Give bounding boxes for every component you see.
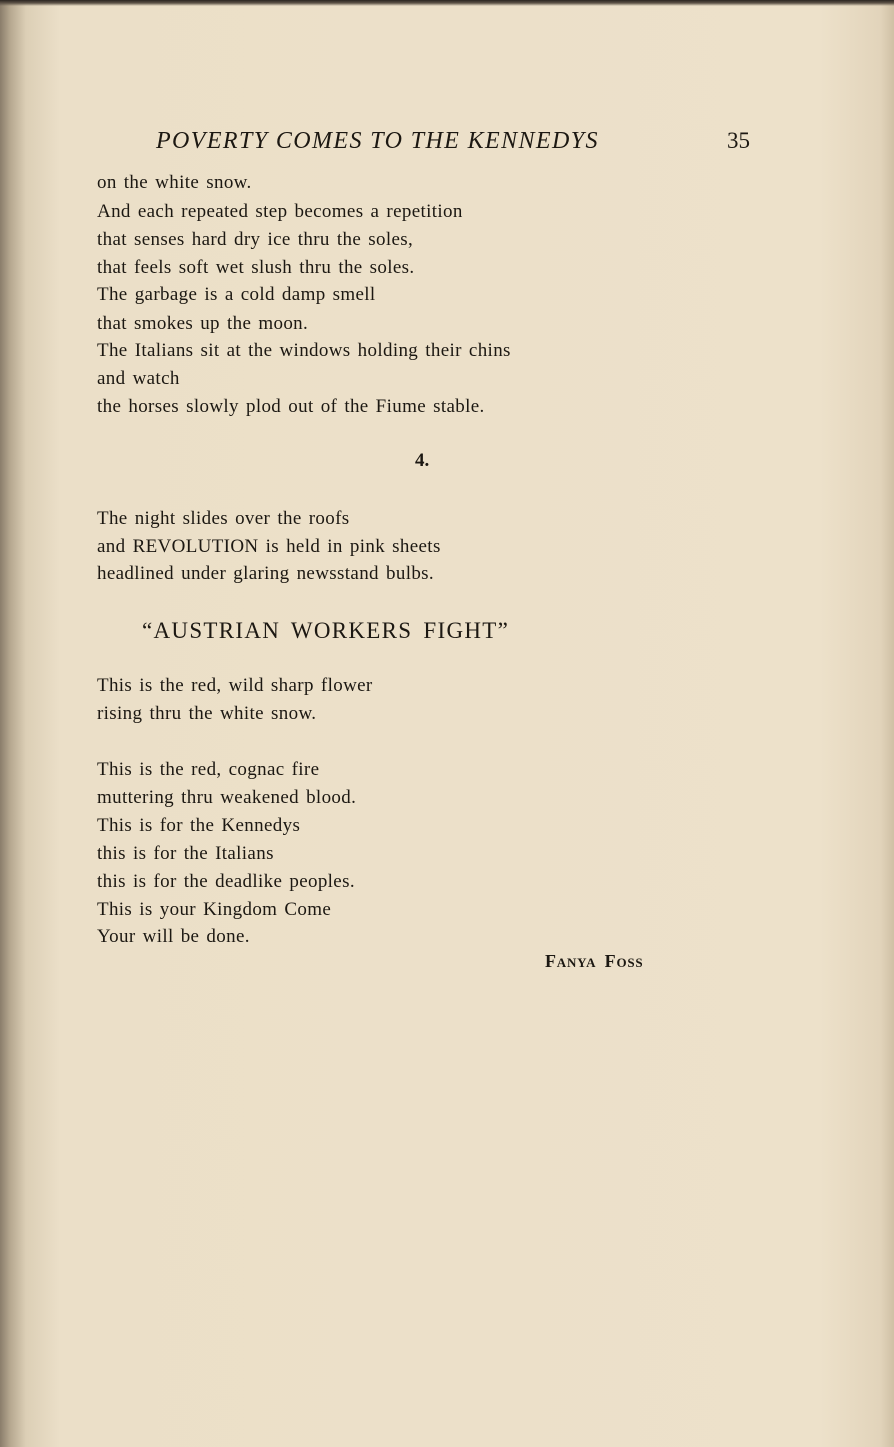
poem-line: rising thru the white snow. bbox=[97, 703, 317, 724]
page-top-edge bbox=[0, 0, 894, 6]
poem-line: And each repeated step becomes a repetition bbox=[97, 201, 463, 222]
poem-line: the horses slowly plod out of the Fiume stable. bbox=[97, 396, 485, 417]
poem-line: headlined under glaring newsstand bulbs. bbox=[97, 563, 435, 584]
section-number: 4. bbox=[415, 450, 430, 471]
running-head bbox=[0, 128, 894, 162]
poem-line: This is for the Kennedys bbox=[97, 815, 301, 836]
poem-line: this is for the Italians bbox=[97, 843, 274, 864]
poem-line: that smokes up the moon. bbox=[97, 313, 309, 334]
poem-line: The Italians sit at the windows holding their chins bbox=[97, 340, 511, 361]
poem-line: this is for the deadlike peoples. bbox=[97, 871, 355, 892]
page-number: 35 bbox=[727, 128, 750, 153]
author-signature: Fanya Foss bbox=[545, 951, 644, 971]
poem-line: The night slides over the roofs bbox=[97, 508, 350, 529]
poem-line: and REVOLUTION is held in pink sheets bbox=[97, 536, 441, 557]
poem-line: muttering thru weakened blood. bbox=[97, 787, 357, 808]
poem-line: This is your Kingdom Come bbox=[97, 899, 332, 920]
poem-line: on the white snow. bbox=[97, 172, 252, 193]
poem-line: that senses hard dry ice thru the soles, bbox=[97, 229, 414, 250]
running-title: POVERTY COMES TO THE KENNEDYS bbox=[156, 128, 599, 154]
poem-line: The garbage is a cold damp smell bbox=[97, 284, 376, 305]
section-heading: “AUSTRIAN WORKERS FIGHT” bbox=[142, 618, 510, 643]
poem-line: Your will be done. bbox=[97, 926, 250, 947]
poem-line: and watch bbox=[97, 368, 180, 389]
poem-line: This is the red, cognac fire bbox=[97, 759, 320, 780]
poem-line: This is the red, wild sharp flower bbox=[97, 675, 373, 696]
poem-line: that feels soft wet slush thru the soles. bbox=[97, 257, 415, 278]
